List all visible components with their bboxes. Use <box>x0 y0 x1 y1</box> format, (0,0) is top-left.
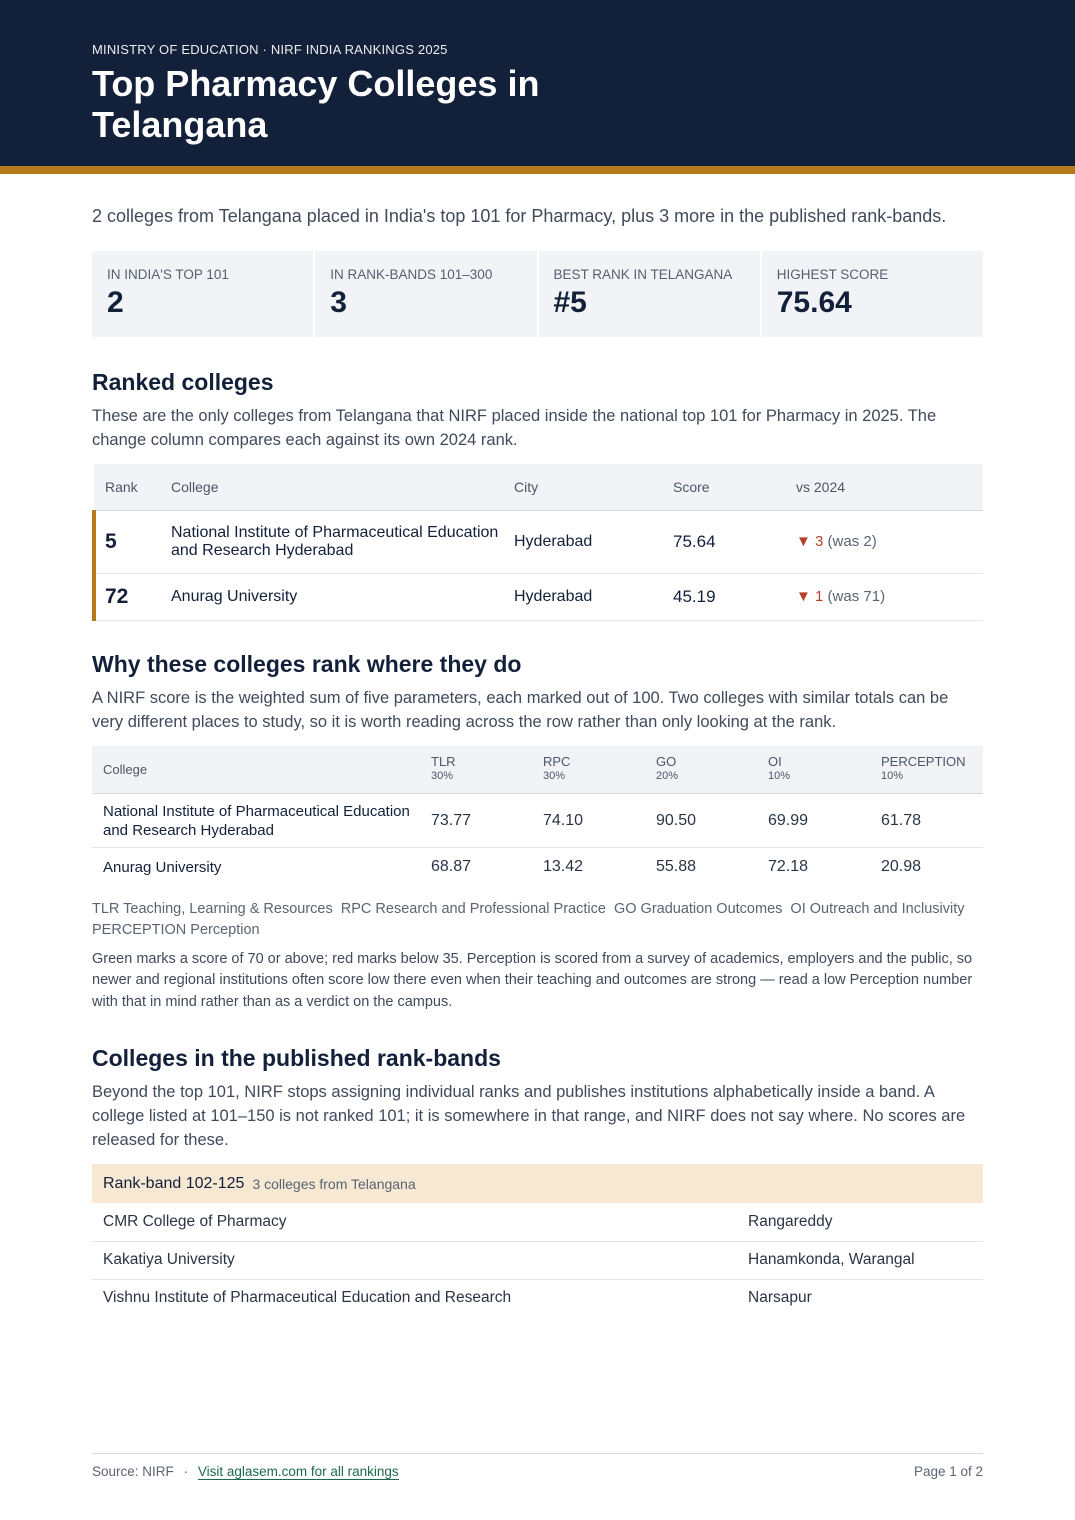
table-row <box>94 510 983 573</box>
go-cell: 55.88 <box>656 858 697 876</box>
city-cell: Hanamkonda, Warangal <box>737 1241 983 1279</box>
column-weight: 30% <box>431 770 454 783</box>
stat-value: 75.64 <box>776 286 852 319</box>
why-heading: Why these colleges rank where they do <box>92 650 522 677</box>
table-row <box>92 848 983 887</box>
stats-row <box>92 251 983 337</box>
city-cell: Hyderabad <box>503 573 662 620</box>
column-label: OI <box>768 754 782 770</box>
table-header-row <box>92 746 983 794</box>
stat-value: 3 <box>330 286 347 319</box>
page-title: Top Pharmacy Colleges in Telangana <box>92 63 540 145</box>
column-header <box>757 746 870 794</box>
rank-band-table <box>92 1203 983 1317</box>
oi-cell: 69.99 <box>757 794 870 848</box>
city-cell: Narsapur <box>748 1289 812 1307</box>
change-cell <box>785 510 983 573</box>
change-value: 3 <box>815 533 824 550</box>
rank-band-count: 3 colleges from Telangana <box>252 1175 416 1192</box>
stat-label: HIGHEST SCORE <box>776 267 889 282</box>
parameter-table <box>92 746 983 887</box>
change-value: 1 <box>815 588 824 605</box>
college-cell: CMR College of Pharmacy <box>92 1203 737 1241</box>
ranked-heading: Ranked colleges <box>92 369 274 395</box>
column-header <box>645 746 757 794</box>
college-cell: National Institute of Pharmaceutical Education and Research Hyderabad <box>160 510 503 573</box>
column-header: Score <box>662 464 785 510</box>
previous-rank: (was 2) <box>827 533 877 550</box>
column-header <box>870 746 983 794</box>
aglasem-link[interactable]: Visit aglasem.com for all rankings <box>197 1464 399 1479</box>
page-number: Page 1 of 2 <box>913 1464 983 1479</box>
page-footer <box>92 1453 983 1479</box>
table-row <box>92 794 983 848</box>
column-header: College <box>92 746 420 794</box>
stat-label: BEST RANK IN TELANGANA <box>553 267 733 282</box>
column-header: College <box>160 464 503 510</box>
table-row <box>94 573 983 620</box>
parameter-legend <box>92 899 983 941</box>
stat-highest-score <box>762 251 983 337</box>
footer-source-line <box>92 1464 399 1479</box>
previous-rank: (was 71) <box>827 588 886 605</box>
column-weight: 30% <box>543 770 566 783</box>
stat-label: IN INDIA'S TOP 101 <box>107 267 229 282</box>
stat-best-rank <box>539 251 760 337</box>
color-note: Green marks a score of 70 or above; red marks below 35. Perception is scored from a survey of academics, employers and the public, so newer and regional institutions often score low there even when their teaching and outcomes are strong — read a low Perception number with that in mind rather than as a verdict on the campus. <box>92 950 973 1010</box>
stat-top-101 <box>92 251 313 337</box>
column-header: City <box>503 464 662 510</box>
rank-band-title: Rank-band 102-125 <box>103 1174 245 1192</box>
column-weight: 10% <box>768 770 791 783</box>
stat-value: #5 <box>553 286 587 319</box>
legend-item: OI Outreach and Inclusivity <box>790 900 965 917</box>
column-weight: 20% <box>656 770 679 783</box>
perception-cell: 20.98 <box>881 858 922 876</box>
page-header <box>0 0 1075 166</box>
table-row <box>92 1203 983 1241</box>
college-cell: Anurag University <box>160 573 503 620</box>
stat-label: IN RANK-BANDS 101–300 <box>330 267 493 282</box>
stat-value: 2 <box>107 286 124 319</box>
rank-cell: 72 <box>94 573 160 620</box>
bands-heading: Colleges in the published rank-bands <box>92 1045 501 1071</box>
column-label: GO <box>656 754 677 770</box>
legend-item: PERCEPTION Perception <box>92 921 260 938</box>
column-header: vs 2024 <box>785 464 983 510</box>
column-header: Rank <box>94 464 160 510</box>
footer-source: Source: NIRF <box>92 1464 174 1479</box>
table-row <box>92 1241 983 1279</box>
college-cell: Vishnu Institute of Pharmaceutical Education and Research <box>103 1289 512 1307</box>
header-accent-bar <box>0 166 1075 174</box>
column-label: RPC <box>543 754 571 770</box>
rank-cell: 5 <box>94 510 160 573</box>
city-cell: Hyderabad <box>503 510 662 573</box>
column-label: TLR <box>431 754 456 770</box>
rpc-cell: 74.10 <box>532 794 645 848</box>
tlr-cell: 68.87 <box>431 858 472 876</box>
intro-text: 2 colleges from Telangana placed in India's top 101 for Pharmacy, plus 3 more in the published rank-bands. <box>92 206 947 226</box>
score-cell: 75.64 <box>662 510 785 573</box>
tlr-cell: 73.77 <box>420 794 532 848</box>
column-weight: 10% <box>881 770 904 783</box>
oi-cell: 72.18 <box>768 858 809 876</box>
college-cell: National Institute of Pharmaceutical Education and Research Hyderabad <box>92 794 420 848</box>
column-label: PERCEPTION <box>881 754 966 770</box>
table-row <box>92 1279 983 1317</box>
legend-item: GO Graduation Outcomes <box>613 900 783 917</box>
bands-description: Beyond the top 101, NIRF stops assigning individual ranks and publishes institutions alphabetically inside a band. A college listed at 101–150 is not ranked 101; it is somewhere in that range, and NIRF does not say where. No scores are released for these. <box>92 1083 966 1149</box>
main-content <box>0 204 1075 1317</box>
ranked-description: These are the only colleges from Telangana that NIRF placed inside the national top 101 for Pharmacy in 2025. The change column compares each against its own 2024 rank. <box>92 407 937 449</box>
go-cell: 90.50 <box>645 794 757 848</box>
legend-item: RPC Research and Professional Practice <box>340 900 606 917</box>
college-cell: Kakatiya University <box>92 1241 737 1279</box>
column-header <box>420 746 532 794</box>
perception-cell: 61.78 <box>870 794 983 848</box>
ranked-table <box>92 464 983 621</box>
down-arrow-icon: ▼ <box>796 588 811 605</box>
rank-band-header <box>92 1164 983 1203</box>
column-header <box>532 746 645 794</box>
down-arrow-icon: ▼ <box>796 533 811 550</box>
why-description: A NIRF score is the weighted sum of five parameters, each marked out of 100. Two colleges with similar totals can be very different places to study, so it is worth reading across the row rather than only looking at the rank. <box>92 688 949 731</box>
score-cell: 45.19 <box>662 573 785 620</box>
stat-rank-bands <box>315 251 536 337</box>
footer-separator: · <box>183 1464 189 1479</box>
change-cell <box>785 573 983 620</box>
legend-item: TLR Teaching, Learning & Resources <box>92 900 333 917</box>
college-cell: Anurag University <box>103 858 222 876</box>
table-header-row <box>94 464 983 510</box>
city-cell: Rangareddy <box>737 1203 983 1241</box>
rpc-cell: 13.42 <box>543 858 584 876</box>
header-kicker: MINISTRY OF EDUCATION · NIRF INDIA RANKINGS 2025 <box>92 42 448 57</box>
